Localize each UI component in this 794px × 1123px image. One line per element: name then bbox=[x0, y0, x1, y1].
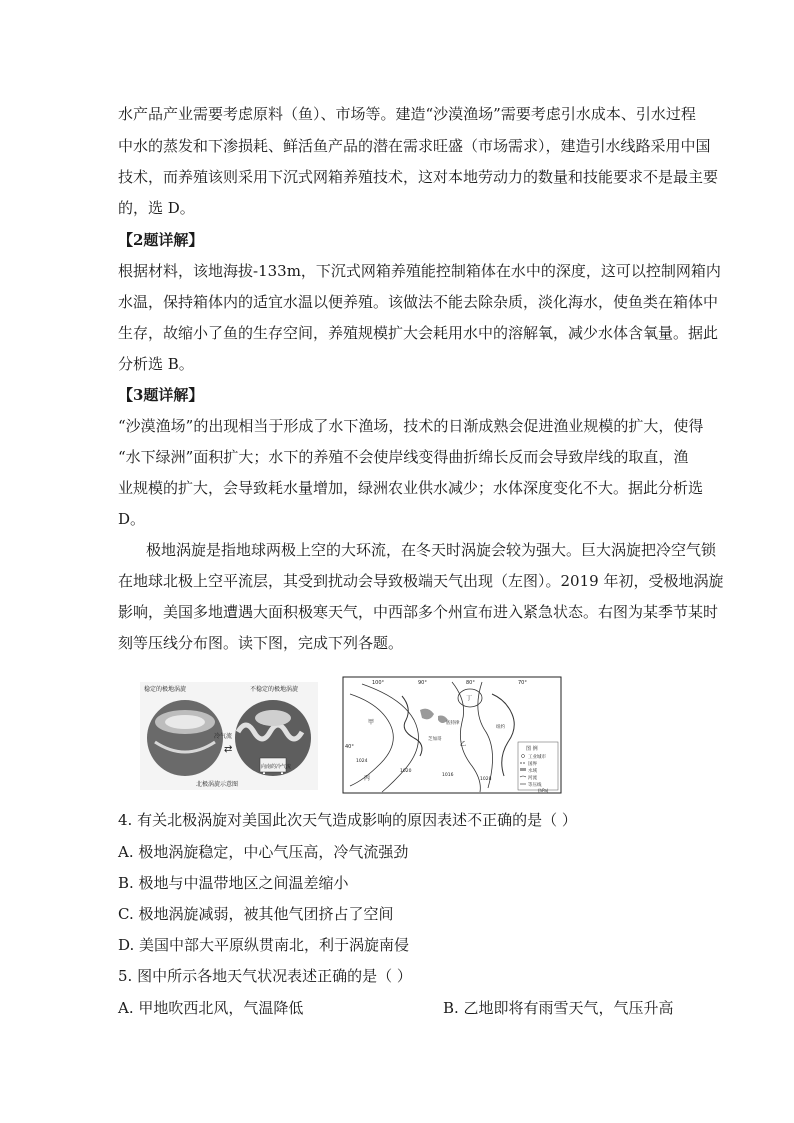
question-4-option-c[interactable]: C. 极地涡旋减弱，被其他气团挤占了空间 bbox=[118, 905, 394, 923]
question-4-option-d[interactable]: D. 美国中部大平原纵贯南北，利于涡旋南侵 bbox=[118, 936, 410, 954]
answer-1-line-4: 的，选 D。 bbox=[118, 199, 195, 217]
answer-1-line-3: 技术，而养殖该则采用下沉式网箱养殖技术，这对本地劳动力的数量和技能要求不是最主要 bbox=[118, 168, 719, 186]
material-line-2: 在地球北极上空平流层，其受到扰动会导致极端天气出现（左图）。2019 年初，受极地涡旋 bbox=[118, 572, 724, 590]
answer-2-line-1: 根据材料，该地海拔-133m，下沉式网箱养殖能控制箱体在水中的深度，这可以控制网箱内 bbox=[118, 262, 721, 280]
isobar-value: 1024 bbox=[356, 759, 368, 764]
place-ding: 丁 bbox=[466, 695, 473, 702]
answer-3-line-1: “沙漠渔场”的出现相当于形成了水下渔场，技术的日渐成熟会促进渔业规模的扩大，使得 bbox=[118, 417, 704, 435]
place-jia: 甲 bbox=[368, 719, 375, 726]
lon-label: 90° bbox=[418, 680, 427, 686]
answer-3-line-4: D。 bbox=[118, 510, 146, 528]
label-unstable: 不稳定的极地涡旋 bbox=[250, 686, 299, 693]
figure-left-caption: 北极涡旋示意图 bbox=[196, 781, 239, 788]
lon-label: 100° bbox=[372, 680, 385, 686]
heading-q3-detail: 【3题详解】 bbox=[118, 386, 204, 404]
place-detroit: 底特律 bbox=[446, 721, 460, 726]
lon-label: 80° bbox=[466, 680, 475, 686]
question-4-stem: 4. 有关北极涡旋对美国此次天气造成影响的原因表述不正确的是（ ） bbox=[118, 811, 577, 829]
label-cold-air: 冷气流 bbox=[214, 733, 233, 740]
label-stable: 稳定的极地涡旋 bbox=[144, 686, 187, 693]
place-bing: 丙 bbox=[364, 775, 371, 782]
isobar-map-figure bbox=[342, 676, 562, 794]
answer-3-line-2: “水下绿洲”面积扩大；水下的养殖不会使岸线变得曲折绵长反而会导致岸线的取直，渔 bbox=[118, 448, 689, 466]
answer-2-line-2: 水温，保持箱体内的适宜水温以便养殖。该做法不能去除杂质，淡化海水，使鱼类在箱体中 bbox=[118, 293, 719, 311]
legend-city: 工业城市 bbox=[528, 755, 546, 760]
isobar-value: 1016 bbox=[442, 773, 454, 778]
answer-1-line-1: 水产品产业需要考虑原料（鱼）、市场等。建造“沙漠渔场”需要考虑引水成本、引水过程 bbox=[118, 105, 696, 123]
figures-row bbox=[120, 676, 560, 794]
place-chicago: 芝加哥 bbox=[428, 737, 442, 742]
legend-border: 国界 bbox=[528, 762, 537, 767]
legend-isobar: 等压线 bbox=[528, 783, 542, 788]
material-line-1: 极地涡旋是指地球两极上空的大环流，在冬天时涡旋会较为强大。巨大涡旋把冷空气锁 bbox=[146, 541, 717, 559]
lon-label: 70° bbox=[518, 680, 527, 686]
question-4-option-b[interactable]: B. 极地与中温带地区之间温差缩小 bbox=[118, 874, 349, 892]
material-line-3: 影响，美国多地遭遇大面积极寒天气，中西部多个州宣布进入紧急状态。右图为某季节某时 bbox=[118, 603, 719, 621]
answer-1-line-2: 中水的蒸发和下渗损耗、鲜活鱼产品的潜在需求旺盛（市场需求），建造引水线路采用中国 bbox=[118, 137, 711, 155]
legend-water: 水域 bbox=[528, 769, 537, 774]
question-5-option-b[interactable]: B. 乙地即将有雨雪天气，气压升高 bbox=[443, 999, 674, 1017]
isobar-value: 1028 bbox=[480, 777, 492, 782]
question-4-option-a[interactable]: A. 极地涡旋稳定，中心气压高，冷气流强劲 bbox=[118, 843, 409, 861]
isobar-value: 1020 bbox=[400, 769, 412, 774]
heading-q2-detail: 【2题详解】 bbox=[118, 231, 204, 249]
question-5-stem: 5. 图中所示各地天气状况表述正确的是（ ） bbox=[118, 967, 412, 985]
legend-unit: (hPa) bbox=[538, 788, 549, 793]
question-5-option-a[interactable]: A. 甲地吹西北风，气温降低 bbox=[118, 999, 304, 1017]
answer-2-line-4: 分析选 B。 bbox=[118, 355, 194, 373]
answer-2-line-3: 生存，故缩小了鱼的生存空间，养殖规模扩大会耗用水中的溶解氧，减少水体含氧量。据此 bbox=[118, 324, 719, 342]
lat-label: 40° bbox=[345, 744, 354, 750]
material-line-4: 刻等压线分布图。读下图，完成下列各题。 bbox=[118, 634, 404, 652]
place-yi: 乙 bbox=[460, 741, 467, 748]
polar-vortex-figure bbox=[140, 682, 318, 790]
answer-3-line-3: 业规模的扩大，会导致耗水量增加，绿洲农业供水减少；水体深度变化不大。据此分析选 bbox=[118, 479, 704, 497]
label-cold-south: 向南的冷气流 bbox=[261, 764, 292, 770]
place-newyork: 纽约 bbox=[496, 725, 505, 730]
legend-title: 图 例 bbox=[526, 746, 538, 752]
switch-arrow-icon: ⇄ bbox=[224, 744, 233, 755]
legend-river: 河流 bbox=[528, 776, 537, 781]
